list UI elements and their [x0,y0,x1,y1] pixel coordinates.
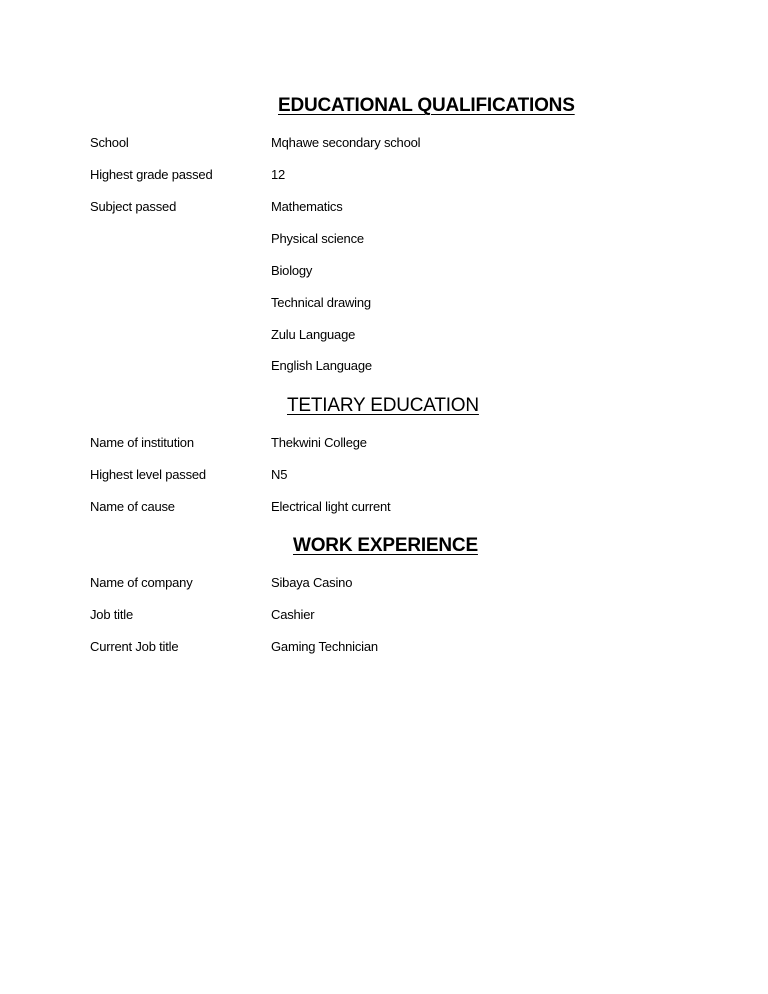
tertiary-education-heading: TETIARY EDUCATION [287,395,479,416]
subject-technical-drawing: Technical drawing [271,295,371,310]
subject-row [0,294,768,312]
subject-row [0,262,768,280]
subject-english-language: English Language [271,358,372,373]
subject-biology: Biology [271,263,313,278]
school-value: Mqhawe secondary school [271,135,421,150]
highest-grade-row [0,166,768,184]
company-label: Name of company [90,575,193,590]
highest-level-row [0,466,768,484]
highest-grade-label: Highest grade passed [90,167,213,182]
institution-row [0,434,768,452]
current-job-title-label: Current Job title [90,639,179,654]
work-experience-heading: WORK EXPERIENCE [293,535,478,556]
highest-level-label: Highest level passed [90,467,206,482]
subject-row [0,230,768,248]
subject-passed-label: Subject passed [90,199,177,214]
course-label: Name of cause [90,499,175,514]
subject-passed-value: Mathematics [271,199,343,214]
current-job-title-row [0,638,768,656]
job-title-label: Job title [90,607,134,622]
company-value: Sibaya Casino [271,575,353,590]
subject-physical-science: Physical science [271,231,364,246]
institution-value: Thekwini College [271,435,367,450]
subject-zulu-language: Zulu Language [271,327,356,342]
course-row [0,498,768,516]
highest-level-value: N5 [271,467,288,482]
subject-passed-row [0,198,768,216]
subject-row [0,326,768,344]
school-label: School [90,135,129,150]
institution-label: Name of institution [90,435,194,450]
current-job-title-value: Gaming Technician [271,639,378,654]
educational-qualifications-heading: EDUCATIONAL QUALIFICATIONS [278,95,575,116]
job-title-row [0,606,768,624]
job-title-value: Cashier [271,607,315,622]
highest-grade-value: 12 [271,167,286,182]
company-row [0,574,768,592]
school-row [0,134,768,152]
subject-row [0,357,768,375]
course-value: Electrical light current [271,499,391,514]
